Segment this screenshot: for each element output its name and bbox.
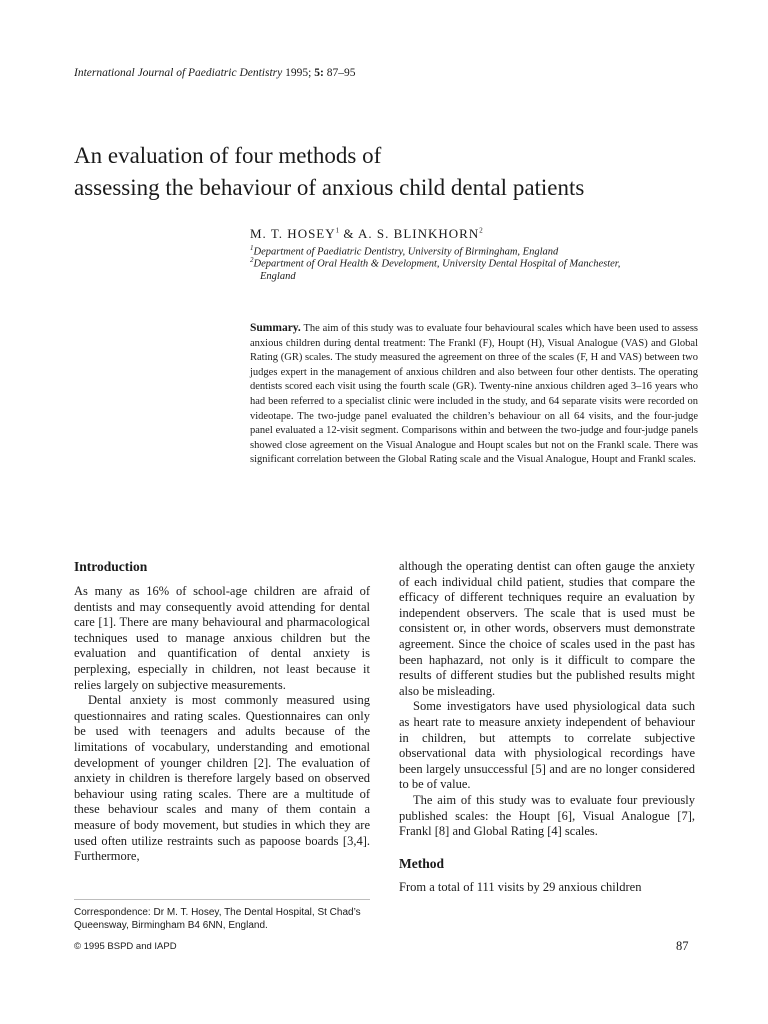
author-1-mark: 1: [335, 226, 340, 235]
affiliation-2-text: Department of Oral Health & Development, University Dental Hospital of Manchester,: [253, 258, 621, 270]
introduction-paragraph: The aim of this study was to evaluate four previously published scales: the Houpt [6], Visual Analogue [7], Frankl [8] and Global Rating [4] scales.: [399, 792, 695, 839]
introduction-paragraph: although the operating dentist can often gauge the anxiety of each individual child patient, studies that compare the efficacy of different techniques require an evaluation by independent observers. The scale that is used must be consistent or, in other words, observers must demonstrate agreement. Since the choice of scales used in the past has been haphazard, not only is it difficult to compare the results of different studies but the published results might also be misleading.: [399, 559, 695, 698]
affiliation-1-mark: 1: [250, 244, 254, 252]
author-2-name: A. S. BLINKHORN: [358, 226, 480, 241]
author-1-name: M. T. HOSEY: [250, 226, 336, 241]
introduction-paragraph: As many as 16% of school-age children are afraid of dentists and may consequently avoid attending for dental care [1]. There are many behavioural and pharmacological techniques used to manage anxious children but the evaluation and quantification of dental anxiety is perplexing, especially in children, not least because it relies largely on subjective measurements.: [74, 584, 370, 692]
copyright-notice: © 1995 BSPD and IAPD: [74, 941, 177, 952]
affiliation-2-continuation: England: [260, 270, 296, 282]
abstract-text: The aim of this study was to evaluate four behavioural scales which have been used to assess anxious children during dental treatment: The Frankl (F), Houpt (H), Visual Analogue (VAS) and Global Rating (GR) scales. The study measured the agreement on three of the scales (F, H and VAS) between two judges expert in the management of anxious children and also between four other dentists. The operating dentists scored each visit using the fourth scale (GR). Twenty-nine anxious children aged 3–16 years who had been referred to a specialist clinic were included in the study, and 64 separate visits were recorded on videotape. The two-judge panel evaluated the children’s behaviour on all 64 visits, and the four-judge panel evaluated a 12-visit segment. Comparisons within and between the two-judge and four-judge panels showed close agreement on the Visual Analogue and Houpt scales but not on the Frankl scale. There was significant correlation between the Global Rating scale and the Visual Analogue, Houpt and Frankl scales.: [250, 323, 698, 466]
author-separator: &: [339, 226, 359, 241]
abstract: [250, 321, 698, 468]
column-left: [74, 559, 370, 865]
title-line-2: assessing the behaviour of anxious child dental patients: [74, 175, 585, 200]
page-number: 87: [676, 939, 689, 953]
method-heading: Method: [399, 855, 444, 871]
author-list: [250, 226, 483, 242]
affiliation-2: [250, 254, 720, 283]
affiliation-2-mark: 2: [250, 256, 254, 264]
journal-citation: [74, 67, 355, 79]
journal-volume: 5:: [314, 67, 324, 79]
journal-pages: 87–95: [326, 67, 356, 79]
introduction-paragraph: Dental anxiety is most commonly measured using questionnaires and rating scales. Questionnaires can only be used with teenagers and adults because of the limitations of vocabulary, understanding and emotional development of younger children [2]. The evaluation of anxiety in children is therefore largely based on observed behaviour using rating scales. There are a multitude of these behaviour scales and many of them contain a measure of body movement, but studies in which they are used often utilize restraints such as papoose boards [3,4]. Furthermore,: [74, 693, 370, 864]
footnote-divider: [74, 899, 370, 900]
title-line-1: An evaluation of four methods of: [74, 143, 382, 168]
affiliation-1-text: Department of Paediatric Dentistry, University of Birmingham, England: [253, 246, 559, 258]
method-paragraph: From a total of 111 visits by 29 anxious children: [399, 879, 642, 894]
article-title: [74, 140, 714, 204]
introduction-paragraph: Some investigators have used physiological data such as heart rate to measure anxiety independent of behaviour in children, but attempts to correlate subjective observational data with physiological recordings have been largely unsuccessful [5] and are no longer considered to be of value.: [399, 699, 695, 792]
journal-name: International Journal of Paediatric Dentistry: [74, 67, 283, 79]
author-2-mark: 2: [479, 226, 483, 235]
correspondence-note: Correspondence: Dr M. T. Hosey, The Dental Hospital, St Chad’s Queensway, Birmingham B4 6NN, England.: [74, 907, 361, 931]
introduction-heading: Introduction: [74, 559, 148, 574]
journal-year: 1995;: [285, 67, 312, 79]
abstract-label: Summary.: [250, 322, 301, 334]
column-right: [399, 559, 695, 895]
